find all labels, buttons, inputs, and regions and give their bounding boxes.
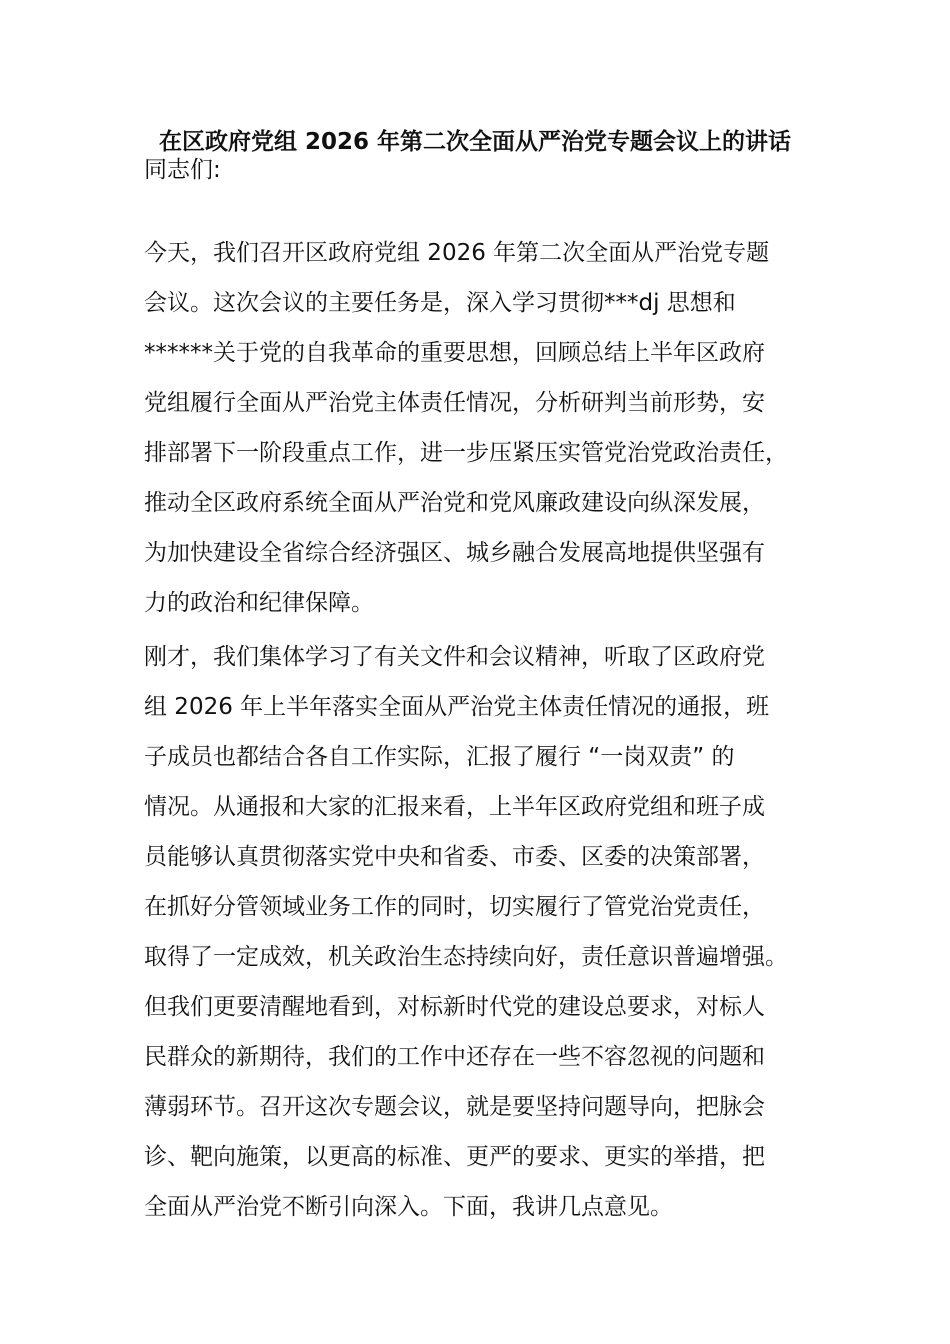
paragraph-line: 排部署下一阶段重点工作，进一步压紧压实管党治党政治责任， (144, 440, 788, 466)
paragraph-line: 员能够认真贯彻落实党中央和省委、市委、区委的决策部署， (144, 844, 765, 870)
paragraph-line: 全面从严治党不断引向深入。下面，我讲几点意见。 (144, 1194, 673, 1220)
paragraph-line: 薄弱环节。召开这次专题会议，就是要坚持问题导向，把脉会 (144, 1094, 765, 1120)
paragraph-line: 为加快建设全省综合经济强区、城乡融合发展高地提供坚强有 (144, 540, 765, 566)
paragraph-line: 组 2026 年上半年落实全面从严治党主体责任情况的通报，班 (144, 694, 770, 720)
paragraph-line: ******关于党的自我革命的重要思想，回顾总结上半年区政府 (144, 340, 765, 366)
paragraph-line: 会议。这次会议的主要任务是，深入学习贯彻***dj 思想和 (144, 290, 736, 316)
paragraph-line: 但我们更要清醒地看到，对标新时代党的建设总要求，对标人 (144, 994, 765, 1020)
paragraph-line: 刚才，我们集体学习了有关文件和会议精神，听取了区政府党 (144, 644, 765, 670)
paragraph-line: 在抓好分管领域业务工作的同时，切实履行了管党治党责任， (144, 894, 765, 920)
paragraph-line: 民群众的新期待，我们的工作中还存在一些不容忽视的问题和 (144, 1044, 765, 1070)
paragraph-line: 推动全区政府系统全面从严治党和党风廉政建设向纵深发展， (144, 490, 765, 516)
document-title: 在区政府党组 2026 年第二次全面从严治党专题会议上的讲话 (158, 129, 792, 155)
paragraph-line: 取得了一定成效，机关政治生态持续向好，责任意识普遍增强。 (144, 944, 788, 970)
paragraph-line: 今天，我们召开区政府党组 2026 年第二次全面从严治党专题 (144, 240, 770, 266)
paragraph-line: 子成员也都结合各自工作实际，汇报了履行 “一岗双责” 的 (144, 744, 735, 770)
salutation: 同志们: (144, 157, 221, 183)
paragraph-line: 力的政治和纪律保障。 (144, 590, 374, 616)
paragraph-line: 党组履行全面从严治党主体责任情况，分析研判当前形势，安 (144, 390, 765, 416)
paragraph-line: 情况。从通报和大家的汇报来看，上半年区政府党组和班子成 (144, 794, 765, 820)
paragraph-line: 诊、靶向施策，以更高的标准、更严的要求、更实的举措，把 (144, 1144, 765, 1170)
